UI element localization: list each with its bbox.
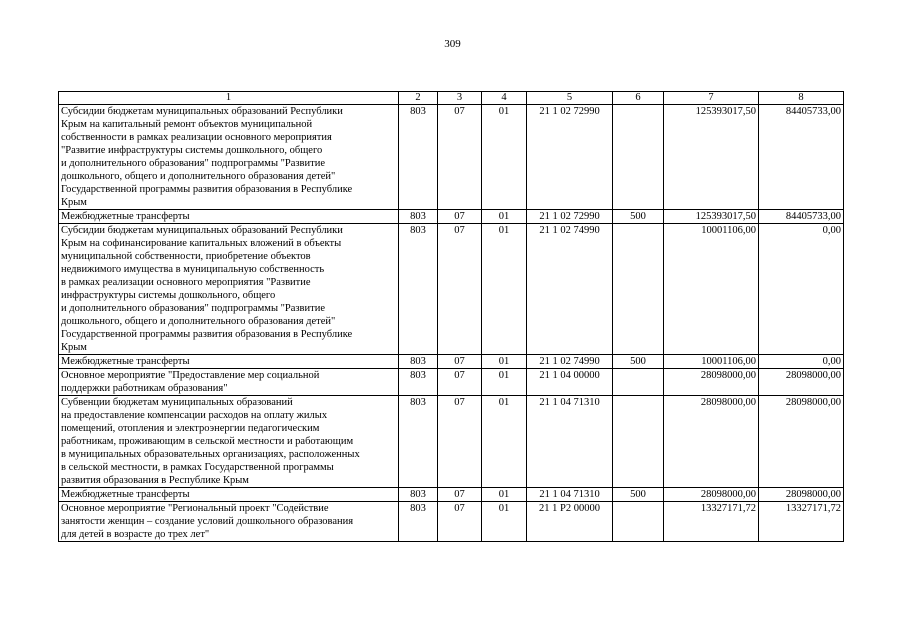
cell-subsection: 01 — [482, 396, 527, 488]
cell-target-article: 21 1 P2 00000 — [527, 502, 613, 542]
row-description: Основное мероприятие "Региональный проект "Содействие занятости женщин – создание условий дошкольного образования для детей в возрасте до трех лет" — [59, 502, 399, 542]
cell-ministry-code: 803 — [399, 355, 438, 369]
cell-expense-type: 500 — [613, 210, 664, 224]
row-description: Межбюджетные трансферты — [59, 210, 399, 224]
row-description: Основное мероприятие "Предоставление мер социальной поддержки работникам образования" — [59, 369, 399, 396]
cell-amount-year2: 84405733,00 — [759, 210, 844, 224]
cell-amount-year2: 28098000,00 — [759, 369, 844, 396]
cell-amount-year2: 28098000,00 — [759, 488, 844, 502]
cell-amount-year1: 28098000,00 — [664, 369, 759, 396]
cell-ministry-code: 803 — [399, 369, 438, 396]
cell-amount-year2: 84405733,00 — [759, 105, 844, 210]
cell-expense-type — [613, 369, 664, 396]
cell-subsection: 01 — [482, 488, 527, 502]
cell-target-article: 21 1 02 74990 — [527, 224, 613, 355]
cell-expense-type — [613, 502, 664, 542]
table-row — [59, 355, 844, 369]
cell-section: 07 — [438, 355, 482, 369]
header-row — [59, 92, 844, 105]
cell-amount-year1: 28098000,00 — [664, 396, 759, 488]
table-row — [59, 369, 844, 396]
cell-amount-year2: 0,00 — [759, 355, 844, 369]
row-description: Субсидии бюджетам муниципальных образований Республики Крым на капитальный ремонт объектов муниципальной собственности в рамках реализации основного мероприятия "Развитие инфраструктуры системы дошкольного, общего и дополнительного образования" подпрограммы "Развитие дошкольного, общего и дополнительного образования детей" Государственной программы развития образования в Республике Крым — [59, 105, 399, 210]
column-header: 4 — [482, 92, 527, 105]
table-row — [59, 224, 844, 355]
cell-subsection: 01 — [482, 224, 527, 355]
cell-amount-year1: 125393017,50 — [664, 210, 759, 224]
cell-amount-year1: 28098000,00 — [664, 488, 759, 502]
cell-target-article: 21 1 02 72990 — [527, 210, 613, 224]
cell-expense-type: 500 — [613, 488, 664, 502]
cell-ministry-code: 803 — [399, 502, 438, 542]
column-header: 1 — [59, 92, 399, 105]
cell-expense-type — [613, 224, 664, 355]
cell-target-article: 21 1 04 71310 — [527, 396, 613, 488]
cell-amount-year1: 10001106,00 — [664, 355, 759, 369]
cell-ministry-code: 803 — [399, 210, 438, 224]
cell-subsection: 01 — [482, 105, 527, 210]
column-header: 5 — [527, 92, 613, 105]
cell-amount-year1: 10001106,00 — [664, 224, 759, 355]
cell-subsection: 01 — [482, 502, 527, 542]
cell-section: 07 — [438, 210, 482, 224]
cell-amount-year1: 125393017,50 — [664, 105, 759, 210]
cell-target-article: 21 1 04 00000 — [527, 369, 613, 396]
column-header: 6 — [613, 92, 664, 105]
column-header: 3 — [438, 92, 482, 105]
cell-ministry-code: 803 — [399, 224, 438, 355]
table-row — [59, 210, 844, 224]
cell-amount-year2: 28098000,00 — [759, 396, 844, 488]
cell-subsection: 01 — [482, 369, 527, 396]
cell-amount-year2: 0,00 — [759, 224, 844, 355]
column-header: 7 — [664, 92, 759, 105]
cell-expense-type — [613, 396, 664, 488]
cell-target-article: 21 1 04 71310 — [527, 488, 613, 502]
cell-expense-type: 500 — [613, 355, 664, 369]
row-description: Субсидии бюджетам муниципальных образований Республики Крым на софинансирование капитальных вложений в объекты муниципальной собственности, приобретение объектов недвижимого имущества в муниципальную собственность в рамках реализации основного мероприятия "Развитие инфраструктуры системы дошкольного, общего и дополнительного образования" подпрограммы "Развитие дошкольного, общего и дополнительного образования детей" Государственной программы развития образования в Республике Крым — [59, 224, 399, 355]
cell-target-article: 21 1 02 72990 — [527, 105, 613, 210]
row-description: Межбюджетные трансферты — [59, 355, 399, 369]
column-header: 2 — [399, 92, 438, 105]
table-row — [59, 105, 844, 210]
cell-subsection: 01 — [482, 355, 527, 369]
cell-expense-type — [613, 105, 664, 210]
column-header: 8 — [759, 92, 844, 105]
cell-section: 07 — [438, 369, 482, 396]
cell-ministry-code: 803 — [399, 105, 438, 210]
cell-amount-year1: 13327171,72 — [664, 502, 759, 542]
page-number: 309 — [444, 38, 461, 50]
table-row — [59, 488, 844, 502]
cell-section: 07 — [438, 502, 482, 542]
cell-ministry-code: 803 — [399, 396, 438, 488]
table-row — [59, 502, 844, 542]
cell-section: 07 — [438, 224, 482, 355]
cell-section: 07 — [438, 488, 482, 502]
cell-amount-year2: 13327171,72 — [759, 502, 844, 542]
row-description: Межбюджетные трансферты — [59, 488, 399, 502]
table-row — [59, 396, 844, 488]
budget-table — [58, 91, 844, 542]
cell-ministry-code: 803 — [399, 488, 438, 502]
cell-section: 07 — [438, 396, 482, 488]
cell-target-article: 21 1 02 74990 — [527, 355, 613, 369]
cell-subsection: 01 — [482, 210, 527, 224]
row-description: Субвенции бюджетам муниципальных образований на предоставление компенсации расходов на оплату жилых помещений, отопления и электроэнергии педагогическим работникам, проживающим в сельской местности и работающим в муниципальных образовательных организациях, расположенных в сельской местности, в рамках Государственной программы развития образования в Республике Крым — [59, 396, 399, 488]
cell-section: 07 — [438, 105, 482, 210]
